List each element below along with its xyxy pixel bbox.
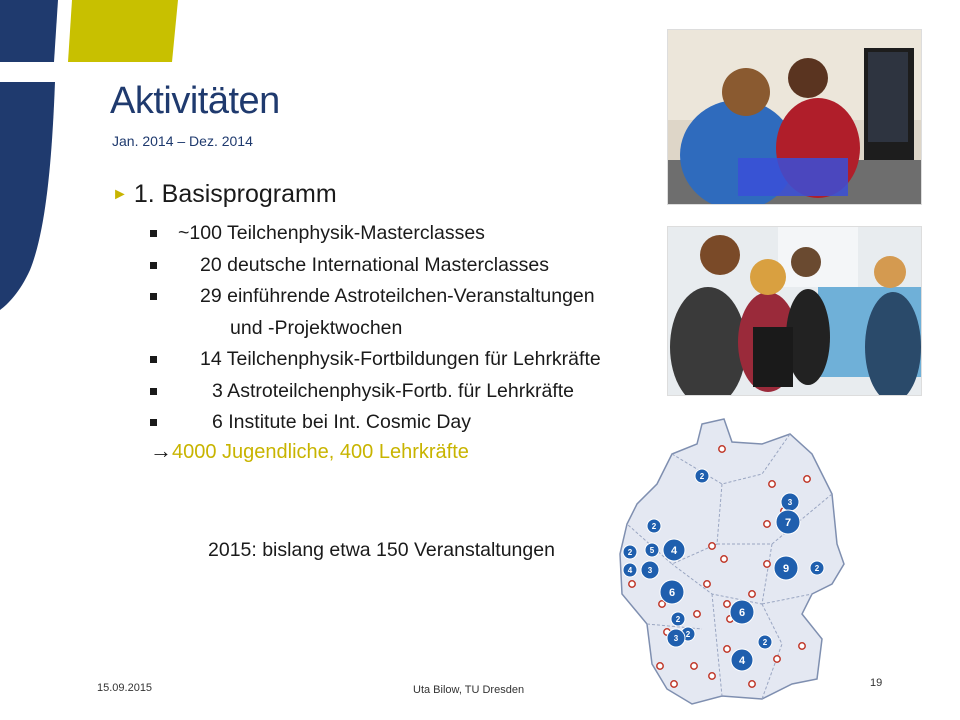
note-2015: 2015: bislang etwa 150 Veranstaltungen [208, 539, 555, 561]
photo-head-right [788, 58, 828, 98]
photo-monitor-screen [868, 52, 908, 142]
map-marker [623, 545, 637, 559]
map-marker-label: 4 [627, 566, 633, 575]
map-red-dot [629, 581, 635, 587]
slide-title: Aktivitäten [110, 80, 280, 122]
map-marker-label: 6 [668, 587, 676, 599]
map-marker [774, 556, 798, 580]
photo-head-left [722, 68, 770, 116]
map-marker [776, 510, 800, 534]
map-marker [695, 469, 709, 483]
map-marker-label: 7 [784, 517, 792, 529]
list-item: 20 deutsche International Masterclasses [150, 250, 601, 282]
activity-list [150, 218, 601, 439]
navy-block-top [0, 0, 58, 62]
result-line [150, 438, 469, 464]
map-marker-label: 9 [782, 563, 790, 575]
map-marker-label: 2 [651, 522, 657, 531]
map-red-dot [694, 611, 700, 617]
section-heading-text: 1. Basisprogramm [133, 180, 337, 208]
photo-head-3 [791, 247, 821, 277]
photo-head-2 [750, 259, 786, 295]
map-marker-label: 2 [685, 630, 691, 639]
map-marker-label: 2 [627, 548, 633, 557]
list-item: 14 Teilchenphysik-Fortbildungen für Lehrkräfte [150, 344, 601, 376]
map-red-dot [724, 646, 730, 652]
photo-equipment [753, 327, 793, 387]
triangle-bullet-icon: ► [112, 186, 128, 203]
map-marker-label: 5 [649, 546, 655, 555]
square-bullet-icon [150, 419, 157, 426]
map-red-dot [799, 643, 805, 649]
list-item: 6 Institute bei Int. Cosmic Day [150, 407, 601, 439]
photo-group-teachers [667, 226, 922, 396]
map-marker [623, 563, 637, 577]
map-red-dot [657, 663, 663, 669]
olive-block [68, 0, 178, 62]
square-bullet-icon [150, 230, 157, 237]
section-heading [112, 180, 337, 209]
map-red-dot [749, 681, 755, 687]
navy-swoosh [0, 82, 55, 310]
map-red-dot [749, 591, 755, 597]
square-bullet-icon [150, 262, 157, 269]
map-red-dot [709, 543, 715, 549]
map-marker-label: 4 [670, 545, 678, 557]
footer-author: Uta Bilow, TU Dresden [413, 684, 525, 696]
germany-map [612, 414, 852, 710]
map-red-dot [774, 656, 780, 662]
result-text: 4000 Jugendliche, 400 Lehrkräfte [172, 441, 469, 463]
map-marker-label: 2 [699, 472, 705, 481]
list-item: 3 Astroteilchenphysik-Fortb. für Lehrkräfte [150, 376, 601, 408]
map-marker-label: 2 [675, 615, 681, 624]
photo-students-computer [667, 29, 922, 205]
map-red-dot [719, 446, 725, 452]
photo-head-1 [700, 235, 740, 275]
map-marker [810, 561, 824, 575]
footer-date: 15.09.2015 [97, 682, 153, 694]
page-number: 19 [870, 677, 883, 689]
photo-detector-box [738, 158, 848, 196]
square-bullet-icon [150, 356, 157, 363]
slide-subtitle: Jan. 2014 – Dez. 2014 [112, 133, 253, 149]
map-marker [660, 580, 684, 604]
map-marker [731, 649, 753, 671]
map-marker-label: 6 [738, 607, 746, 619]
map-marker [641, 561, 659, 579]
map-red-dot [704, 581, 710, 587]
map-red-dot [721, 556, 727, 562]
map-marker [781, 493, 799, 511]
square-bullet-icon [150, 388, 157, 395]
list-item: 29 einführende Astroteilchen-Veranstaltungen [150, 281, 601, 313]
map-red-dot [671, 681, 677, 687]
map-red-dot [769, 481, 775, 487]
list-item-continuation: und -Projektwochen [230, 316, 403, 339]
map-marker [730, 600, 754, 624]
map-marker [667, 629, 685, 647]
map-red-dot [691, 663, 697, 669]
list-item: ~100 Teilchenphysik-Masterclasses [150, 218, 601, 250]
map-red-dot [804, 476, 810, 482]
map-marker [758, 635, 772, 649]
map-marker [645, 543, 659, 557]
map-marker-label: 3 [673, 634, 679, 643]
right-arrow-icon: → [150, 438, 172, 463]
map-marker-label: 3 [787, 498, 793, 507]
photo-head-4 [874, 256, 906, 288]
map-red-dot [764, 521, 770, 527]
map-red-dot [724, 601, 730, 607]
square-bullet-icon [150, 293, 157, 300]
map-marker-label: 3 [647, 566, 653, 575]
map-red-dot [709, 673, 715, 679]
map-marker [663, 539, 685, 561]
map-marker [647, 519, 661, 533]
map-red-dot [764, 561, 770, 567]
map-marker [671, 612, 685, 626]
map-marker-label: 2 [814, 564, 820, 573]
map-marker-label: 4 [738, 655, 746, 667]
map-marker-label: 2 [762, 638, 768, 647]
